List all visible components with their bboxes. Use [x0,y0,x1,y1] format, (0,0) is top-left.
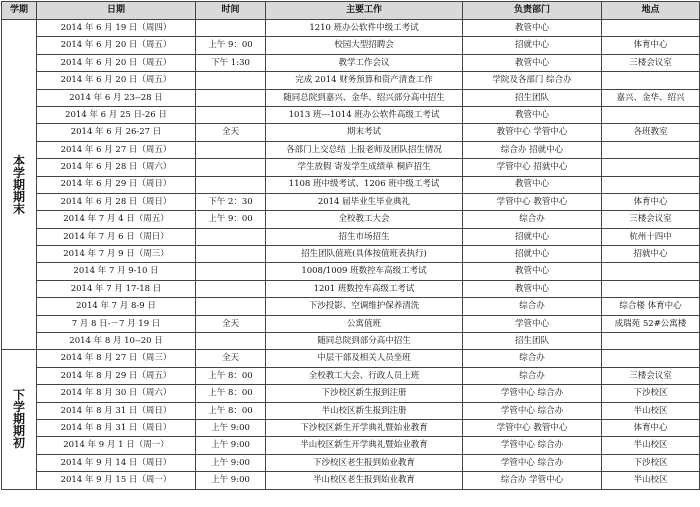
time-cell: 上午 8：00 [196,367,266,384]
work-cell: 各部门上交总结 上报老师及团队招生情况 [266,141,463,158]
table-row [2,350,700,367]
date-cell: 2014 年 8 月 30 日（周六） [37,385,196,402]
date-cell: 2014 年 6 月 20 日（周五） [37,54,196,71]
time-cell: 上午 9:00 [196,437,266,454]
work-cell: 中层干部及相关人员坐班 [266,350,463,367]
work-cell: 1108 班中级考试、1206 班中级工考试 [266,176,463,193]
time-cell [196,176,266,193]
dept-cell: 教管中心 [463,54,602,71]
time-cell: 全天 [196,350,266,367]
work-cell: 公寓值班 [266,315,463,332]
dept-cell: 学管中心 综合办 [463,402,602,419]
place-cell: 嘉兴、金华、绍兴 [602,89,700,106]
place-cell [602,141,700,158]
date-cell: 2014 年 9 月 1 日（周一） [37,437,196,454]
table-row [2,89,700,106]
work-cell: 1210 班办公软件中级工考试 [266,20,463,37]
place-cell [602,20,700,37]
table-row [2,333,700,350]
dept-cell: 教管中心 [463,280,602,297]
table-row [2,367,700,384]
place-cell: 半山校区 [602,437,700,454]
work-cell: 全校教工大会 [266,211,463,228]
table-row [2,454,700,471]
dept-cell: 教管中心 [463,263,602,280]
place-cell: 体育中心 [602,37,700,54]
time-cell [196,89,266,106]
header-dept: 负责部门 [463,2,602,20]
place-cell: 招就中心 [602,246,700,263]
place-cell: 半山校区 [602,472,700,489]
time-cell: 下午 1:30 [196,54,266,71]
date-cell: 2014 年 6 月 27 日（周五） [37,141,196,158]
table-row [2,419,700,436]
date-cell: 2014 年 6 月 23--28 日 [37,89,196,106]
place-cell [602,72,700,89]
work-cell: 校园大型招聘会 [266,37,463,54]
work-cell: 2014 届毕业生毕业典礼 [266,193,463,210]
work-cell: 全校教工大会、行政人员上班 [266,367,463,384]
time-cell [196,246,266,263]
table-row [2,124,700,141]
date-cell: 2014 年 6 月 20 日（周五） [37,72,196,89]
table-row [2,315,700,332]
dept-cell: 综合办 招就中心 [463,141,602,158]
place-cell: 三楼会议室 [602,54,700,71]
date-cell: 2014 年 8 月 27 日（周三） [37,350,196,367]
work-cell: 1008/1009 班数控车高级工考试 [266,263,463,280]
table-row [2,228,700,245]
date-cell: 2014 年 7 月 8-9 日 [37,298,196,315]
work-cell: 教学工作会议 [266,54,463,71]
date-cell: 2014 年 9 月 14 日（周日） [37,454,196,471]
schedule-body [2,20,700,490]
header-work: 主要工作 [266,2,463,20]
work-cell: 下沙校区新生报到注册 [266,385,463,402]
dept-cell: 教管中心 学管中心 [463,124,602,141]
time-cell [196,228,266,245]
place-cell: 体育中心 [602,419,700,436]
header-row [2,2,700,20]
place-cell: 下沙校区 [602,454,700,471]
place-cell: 三楼会议室 [602,211,700,228]
work-cell: 招生团队值班(具体按值班表执行) [266,246,463,263]
time-cell: 上午 9：00 [196,211,266,228]
table-row [2,176,700,193]
place-cell: 三楼会议室 [602,367,700,384]
dept-cell: 招生团队 [463,89,602,106]
dept-cell: 学院及各部门 综合办 [463,72,602,89]
time-cell [196,159,266,176]
work-cell: 下沙校区新生开学典礼暨始业教育 [266,419,463,436]
work-cell: 半山校区老生报到始业教育 [266,472,463,489]
date-cell: 2014 年 6 月 28 日（周日） [37,193,196,210]
place-cell [602,263,700,280]
table-row [2,385,700,402]
dept-cell: 教管中心 [463,106,602,123]
work-cell: 随同总院到部分高中招生 [266,333,463,350]
date-cell: 2014 年 6 月 19 日（周四） [37,20,196,37]
table-row [2,280,700,297]
place-cell [602,106,700,123]
table-row [2,141,700,158]
date-cell: 2014 年 7 月 9 日（周三） [37,246,196,263]
dept-cell: 招生团队 [463,333,602,350]
place-cell [602,176,700,193]
table-row [2,263,700,280]
time-cell: 全天 [196,315,266,332]
time-cell: 上午 9:00 [196,454,266,471]
table-row [2,246,700,263]
work-cell: 半山校区新生报到注册 [266,402,463,419]
date-cell: 2014 年 6 月 28 日（周六） [37,159,196,176]
date-cell: 2014 年 7 月 4 日（周五） [37,211,196,228]
time-cell [196,263,266,280]
table-row [2,298,700,315]
dept-cell: 学管中心 教管中心 [463,419,602,436]
date-cell: 2014 年 6 月 25 日-26 日 [37,106,196,123]
schedule-table [1,1,700,490]
header-time: 时间 [196,2,266,20]
place-cell: 下沙校区 [602,385,700,402]
date-cell: 2014 年 6 月 26-27 日 [37,124,196,141]
table-row [2,72,700,89]
time-cell: 下午 2：30 [196,193,266,210]
table-row [2,20,700,37]
table-row [2,402,700,419]
dept-cell: 综合办 [463,367,602,384]
work-cell: 学生放假 寄发学生成绩单 桐庐招生 [266,159,463,176]
dept-cell: 学管中心 综合办 [463,437,602,454]
date-cell: 2014 年 9 月 15 日（周一） [37,472,196,489]
place-cell: 各班教室 [602,124,700,141]
place-cell [602,350,700,367]
header-date: 日期 [37,2,196,20]
dept-cell: 综合办 [463,211,602,228]
table-row [2,54,700,71]
header-term: 学期 [2,2,37,20]
date-cell: 2014 年 7 月 17-18 日 [37,280,196,297]
work-cell: 半山校区新生开学典礼暨始业教育 [266,437,463,454]
place-cell [602,159,700,176]
time-cell [196,333,266,350]
time-cell: 上午 9:00 [196,472,266,489]
dept-cell: 教管中心 [463,20,602,37]
term-label: 下 学 期 期 初 [2,350,37,489]
place-cell: 体育中心 [602,193,700,210]
dept-cell: 综合办 [463,298,602,315]
dept-cell: 教管中心 [463,176,602,193]
date-cell: 2014 年 7 月 6 日（周日） [37,228,196,245]
time-cell [196,298,266,315]
work-cell: 完成 2014 财务预算和资产清查工作 [266,72,463,89]
table-row [2,106,700,123]
date-cell: 2014 年 8 月 10--20 日 [37,333,196,350]
date-cell: 2014 年 8 月 31 日（周日） [37,419,196,436]
dept-cell: 学管中心 综合办 [463,385,602,402]
time-cell [196,20,266,37]
dept-cell: 学管中心 [463,315,602,332]
time-cell: 上午 8：00 [196,385,266,402]
date-cell: 2014 年 8 月 31 日（周日） [37,402,196,419]
work-cell: 1013 班---1014 班办公软件高级工考试 [266,106,463,123]
table-row [2,193,700,210]
place-cell: 半山校区 [602,402,700,419]
work-cell: 期末考试 [266,124,463,141]
place-cell [602,280,700,297]
dept-cell: 学管中心 综合办 [463,454,602,471]
dept-cell: 综合办 学管中心 [463,472,602,489]
work-cell: 下沙校区老生报到始业教育 [266,454,463,471]
work-cell: 招生市场招生 [266,228,463,245]
time-cell: 全天 [196,124,266,141]
work-cell: 1201 班数控车高级工考试 [266,280,463,297]
work-cell: 下沙投影、空调维护保养清洗 [266,298,463,315]
time-cell: 上午 9:00 [196,419,266,436]
table-row [2,211,700,228]
dept-cell: 学管中心 教管中心 [463,193,602,210]
date-cell: 2014 年 8 月 29 日（周五） [37,367,196,384]
dept-cell: 招就中心 [463,228,602,245]
dept-cell: 综合办 [463,350,602,367]
date-cell: 2014 年 6 月 29 日（周日） [37,176,196,193]
dept-cell: 招就中心 [463,37,602,54]
time-cell [196,280,266,297]
place-cell: 综合楼 体育中心 [602,298,700,315]
table-row [2,472,700,489]
table-row [2,37,700,54]
place-cell: 杭州十四中 [602,228,700,245]
term-label: 本 学 期 期 末 [2,20,37,350]
table-row [2,437,700,454]
place-cell [602,333,700,350]
date-cell: 7 月 8 日-－7 月 19 日 [37,315,196,332]
time-cell: 上午 8：00 [196,402,266,419]
time-cell [196,141,266,158]
work-cell: 随同总院到嘉兴、金华、绍兴部分高中招生 [266,89,463,106]
time-cell [196,72,266,89]
time-cell [196,106,266,123]
table-row [2,159,700,176]
place-cell: 成瑞苑 52#公寓楼 [602,315,700,332]
date-cell: 2014 年 7 月 9-10 日 [37,263,196,280]
dept-cell: 学管中心 招就中心 [463,159,602,176]
dept-cell: 招就中心 [463,246,602,263]
date-cell: 2014 年 6 月 20 日（周五） [37,37,196,54]
header-place: 地点 [602,2,700,20]
time-cell: 上午 9：00 [196,37,266,54]
